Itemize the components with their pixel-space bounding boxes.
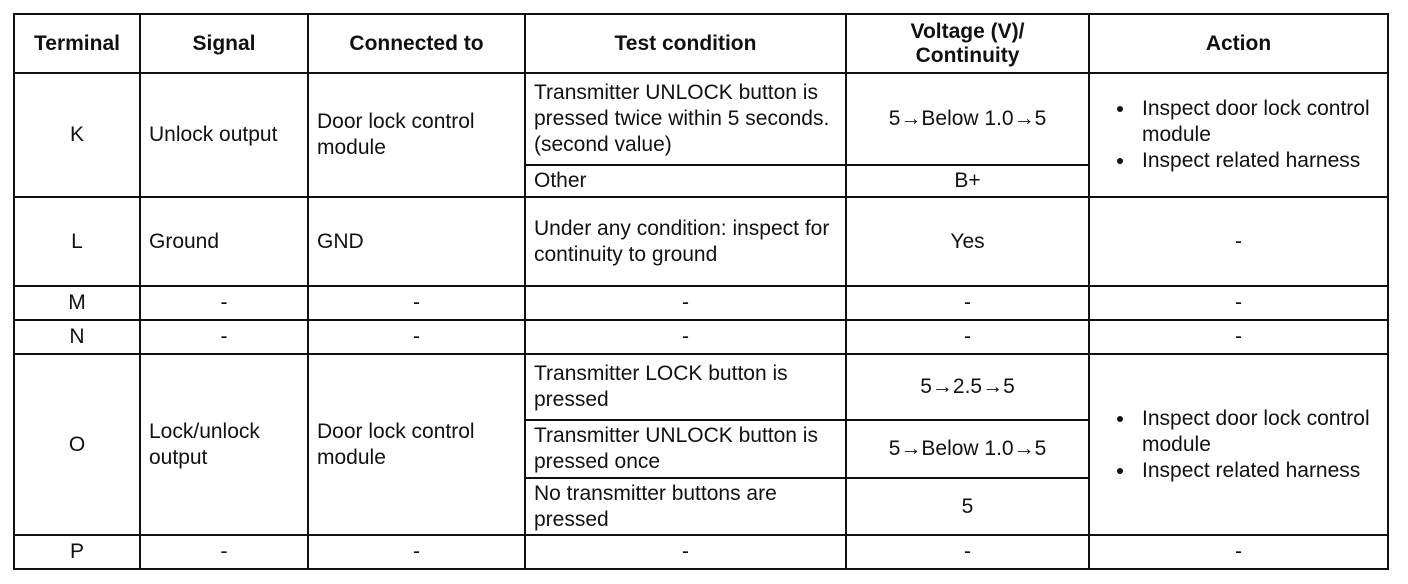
action-o-item-2: • Inspect related harness [1136, 458, 1379, 484]
table-row-o [14, 354, 1388, 420]
test-condition-k-1: Transmitter UNLOCK button is pressed twice within 5 seconds. (second value) [525, 73, 846, 165]
test-condition-m: - [525, 286, 846, 320]
connected-n: - [308, 320, 525, 354]
signal-m: - [140, 286, 308, 320]
table-row-n [14, 320, 1388, 354]
voltage-l: Yes [846, 197, 1089, 286]
test-condition-n: - [525, 320, 846, 354]
table-row-m [14, 286, 1388, 320]
test-condition-p: - [525, 535, 846, 569]
action-k-list [1098, 96, 1379, 174]
header-terminal: Terminal [14, 14, 140, 73]
header-action: Action [1089, 14, 1388, 73]
connected-l: GND [308, 197, 525, 286]
table-row-k [14, 73, 1388, 165]
voltage-o-1: 5→2.5→5 [846, 354, 1089, 420]
signal-k: Unlock output [140, 73, 308, 197]
action-k-item-1: • Inspect door lock control module [1136, 96, 1379, 148]
action-l: - [1089, 197, 1388, 286]
voltage-m: - [846, 286, 1089, 320]
action-o-list [1098, 406, 1379, 484]
voltage-o-3: 5 [846, 478, 1089, 535]
signal-n: - [140, 320, 308, 354]
terminal-m: M [14, 286, 140, 320]
header-test-condition: Test condition [525, 14, 846, 73]
action-o [1089, 354, 1388, 535]
table-row-p [14, 535, 1388, 569]
action-o-item-1: • Inspect door lock control module [1136, 406, 1379, 458]
voltage-o-2: 5→Below 1.0→5 [846, 420, 1089, 478]
header-signal: Signal [140, 14, 308, 73]
terminal-k: K [14, 73, 140, 197]
header-connected-to: Connected to [308, 14, 525, 73]
voltage-n: - [846, 320, 1089, 354]
voltage-k-1: 5→Below 1.0→5 [846, 73, 1089, 165]
voltage-k-2: B+ [846, 165, 1089, 197]
header-voltage-line2: Continuity [915, 43, 1020, 67]
header-voltage-line1: Voltage (V)/ [910, 19, 1025, 43]
terminal-o: O [14, 354, 140, 535]
test-condition-o-3: No transmitter buttons are pressed [525, 478, 846, 535]
signal-p: - [140, 535, 308, 569]
terminal-n: N [14, 320, 140, 354]
test-condition-l: Under any condition: inspect for continuity to ground [525, 197, 846, 286]
connected-p: - [308, 535, 525, 569]
header-row [14, 14, 1388, 73]
action-k [1089, 73, 1388, 197]
test-condition-o-2: Transmitter UNLOCK button is pressed once [525, 420, 846, 478]
action-p: - [1089, 535, 1388, 569]
terminal-p: P [14, 535, 140, 569]
voltage-p: - [846, 535, 1089, 569]
connected-k: Door lock control module [308, 73, 525, 197]
action-k-item-2: • Inspect related harness [1136, 148, 1379, 174]
terminal-l: L [14, 197, 140, 286]
signal-o: Lock/unlock output [140, 354, 308, 535]
test-condition-o-1: Transmitter LOCK button is pressed [525, 354, 846, 420]
connected-o: Door lock control module [308, 354, 525, 535]
table-row-l [14, 197, 1388, 286]
action-m: - [1089, 286, 1388, 320]
header-voltage [846, 14, 1089, 73]
connected-m: - [308, 286, 525, 320]
terminal-table [13, 13, 1389, 570]
signal-l: Ground [140, 197, 308, 286]
test-condition-k-2: Other [525, 165, 846, 197]
action-n: - [1089, 320, 1388, 354]
